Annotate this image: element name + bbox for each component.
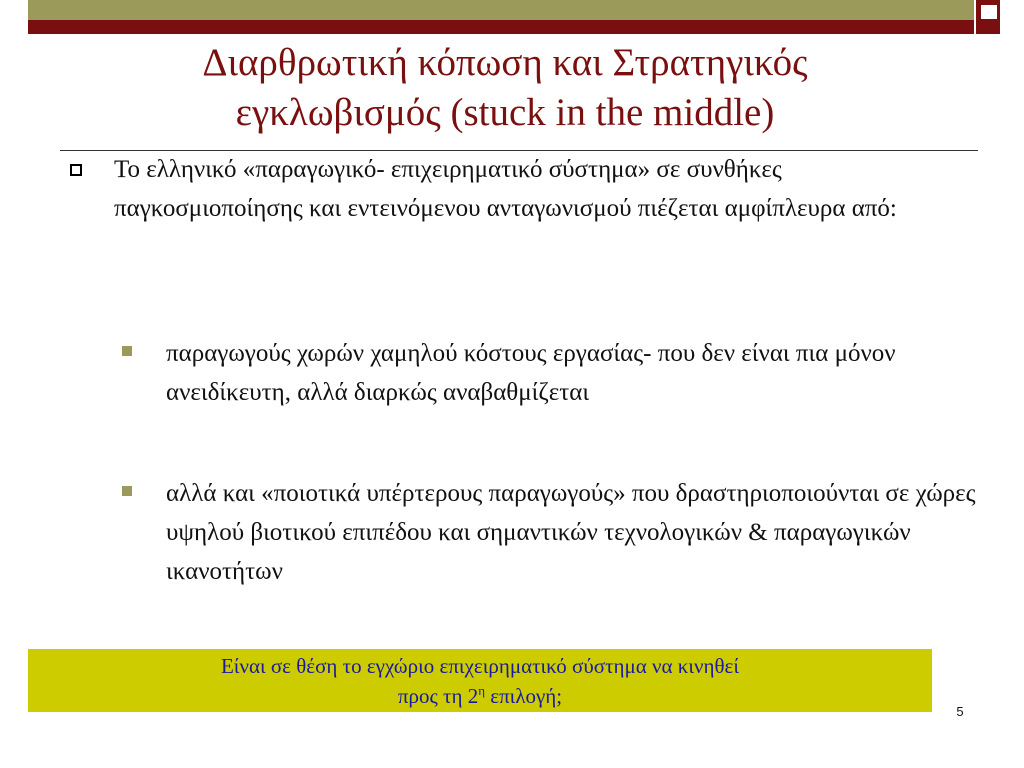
- filled-square-bullet-icon: [122, 346, 132, 356]
- callout-line-2: [28, 681, 932, 711]
- filled-square-bullet-icon: [122, 486, 132, 496]
- callout-box: [28, 649, 932, 712]
- slide-title-line-2: εγκλωβισμός (stuck in the middle): [235, 91, 775, 134]
- sub-bullet-text-2: αλλά και «ποιοτικά υπέρτερους παραγωγούς» που δραστηριοποιούνται σε χώρες υψηλού βιοτικού επιπέδου και σημαντικών τεχνολογικών & παραγωγικών ικανοτήτων: [166, 480, 976, 585]
- callout-line-2-pre: προς τη 2: [397, 683, 479, 708]
- slide-title-line-1: Διαρθρωτική κόπωση και Στρατηγικός: [202, 41, 808, 84]
- callout-line-1: Είναι σε θέση το εγχώριο επιχειρηματικό σύστημα να κινηθεί: [220, 653, 740, 678]
- sub-bullet-text-1: παραγωγούς χωρών χαμηλού κόστους εργασίας- που δεν είναι πια μόνον ανειδίκευτη, αλλά διαρκώς αναβαθμίζεται: [166, 340, 896, 406]
- main-bullet-text: Το ελληνικό «παραγωγικό- επιχειρηματικό σύστημα» σε συνθήκες παγκοσμιοποίησης και εντεινόμενου ανταγωνισμού πιέζεται αμφίπλευρα από:: [114, 156, 897, 222]
- page-number: 5: [956, 704, 964, 719]
- hollow-square-bullet-icon: [70, 164, 82, 176]
- callout-superscript: η: [478, 682, 486, 698]
- callout-line-2-post: επιλογή;: [485, 683, 563, 708]
